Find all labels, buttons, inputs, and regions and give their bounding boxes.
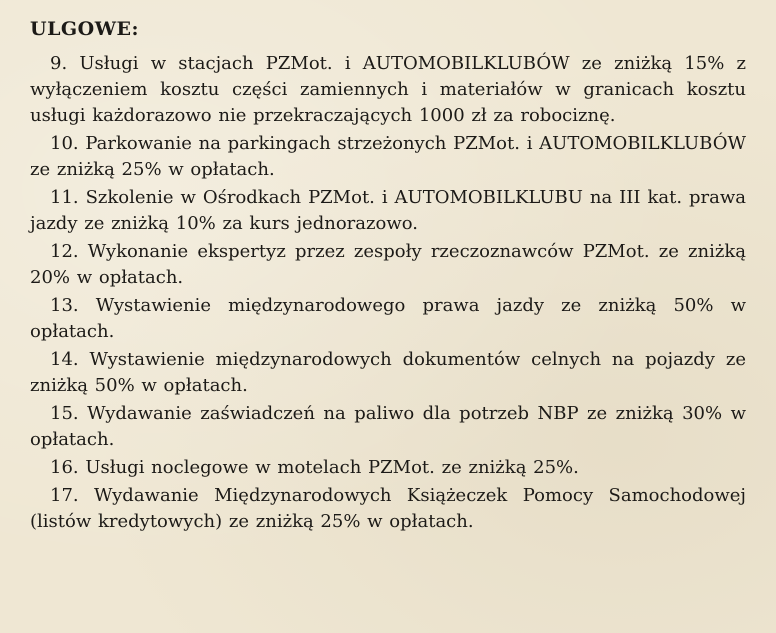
list-item-14: 14. Wystawienie międzynarodowych dokumentów celnych na pojazdy ze zniżką 50% w opłatach. — [30, 349, 746, 396]
list-item-9: 9. Usługi w stacjach PZMot. i AUTOMOBILKLUBÓW ze zniżką 15% z wyłączeniem kosztu części zamiennych i materiałów w granicach kosztu usługi każdorazowo nie przekraczających 1000 zł za robociznę. — [30, 53, 746, 126]
list-item-16: 16. Usługi noclegowe w motelach PZMot. ze zniżką 25%. — [50, 457, 579, 478]
section-heading: ULGOWE: — [30, 18, 140, 40]
list-item-17: 17. Wydawanie Międzynarodowych Książeczek Pomocy Samochodowej (listów kredytowych) ze zniżką 25% w opłatach. — [30, 485, 746, 532]
list-item-13: 13. Wystawienie międzynarodowego prawa jazdy ze zniżką 50% w opłatach. — [30, 295, 746, 342]
list-item-10: 10. Parkowanie na parkingach strzeżonych PZMot. i AUTOMOBILKLUBÓW ze zniżką 25% w opłatach. — [30, 133, 746, 180]
list-item-15: 15. Wydawanie zaświadczeń na paliwo dla potrzeb NBP ze zniżką 30% w opłatach. — [30, 403, 746, 450]
list-item-12: 12. Wykonanie ekspertyz przez zespoły rzeczoznawców PZMot. ze zniżką 20% w opłatach. — [30, 241, 746, 288]
list-item-11: 11. Szkolenie w Ośrodkach PZMot. i AUTOMOBILKLUBU na III kat. prawa jazdy ze zniżką 10% za kurs jednorazowo. — [30, 187, 746, 234]
